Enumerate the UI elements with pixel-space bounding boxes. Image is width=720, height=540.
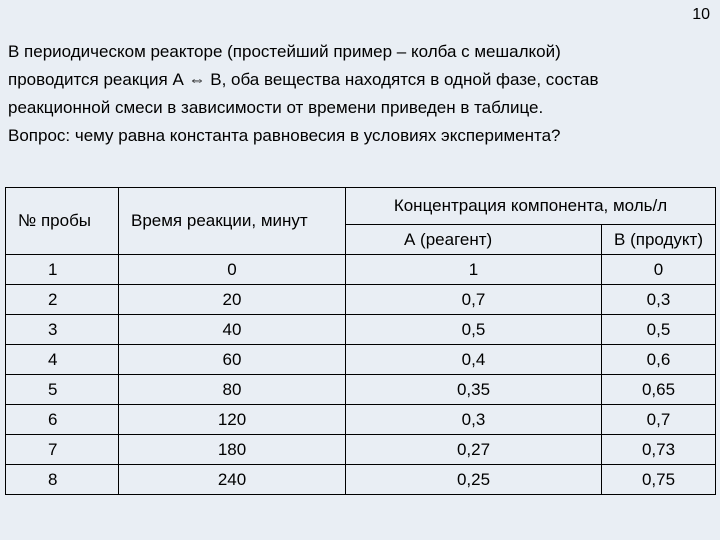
cell-sample-number: 6: [6, 405, 119, 435]
cell-sample-number: 1: [6, 255, 119, 285]
table-header: [6, 188, 716, 255]
page-number: 10: [692, 6, 710, 23]
cell-reaction-time: 60: [119, 345, 346, 375]
cell-concentration-a: 0,35: [346, 375, 602, 405]
cell-sample-number: 8: [6, 465, 119, 495]
cell-sample-number: 5: [6, 375, 119, 405]
cell-concentration-a: 0,27: [346, 435, 602, 465]
header-reaction-time: Время реакции, минут: [119, 188, 346, 255]
cell-concentration-b: 0,5: [602, 315, 716, 345]
table-row: [6, 285, 716, 315]
problem-text: [8, 38, 708, 150]
table-header-row: [6, 188, 716, 225]
cell-reaction-time: 180: [119, 435, 346, 465]
cell-reaction-time: 240: [119, 465, 346, 495]
table-row: [6, 375, 716, 405]
cell-reaction-time: 20: [119, 285, 346, 315]
cell-reaction-time: 0: [119, 255, 346, 285]
problem-text-line: В периодическом реакторе (простейший пример – колба с мешалкой): [8, 42, 561, 61]
table-row: [6, 255, 716, 285]
cell-concentration-b: 0,65: [602, 375, 716, 405]
table-body: [6, 255, 716, 495]
table-row: [6, 405, 716, 435]
problem-text-line: Вопрос: чему равна константа равновесия в условиях эксперимента?: [8, 126, 561, 145]
cell-sample-number: 7: [6, 435, 119, 465]
problem-text-line: реакционной смеси в зависимости от времени приведен в таблице.: [8, 98, 544, 117]
table-row: [6, 465, 716, 495]
problem-text-line: проводится реакция А ⇔ В, оба вещества находятся в одной фазе, состав: [8, 70, 599, 89]
cell-concentration-a: 0,4: [346, 345, 602, 375]
cell-concentration-b: 0: [602, 255, 716, 285]
header-sample-number: № пробы: [6, 188, 119, 255]
concentration-table: [5, 187, 716, 495]
cell-concentration-a: 0,3: [346, 405, 602, 435]
cell-sample-number: 3: [6, 315, 119, 345]
cell-concentration-a: 0,7: [346, 285, 602, 315]
header-component-b: В (продукт): [602, 225, 716, 255]
cell-concentration-a: 1: [346, 255, 602, 285]
header-component-a: А (реагент): [346, 225, 602, 255]
table-row: [6, 345, 716, 375]
cell-concentration-b: 0,6: [602, 345, 716, 375]
cell-concentration-b: 0,75: [602, 465, 716, 495]
cell-concentration-b: 0,3: [602, 285, 716, 315]
cell-reaction-time: 40: [119, 315, 346, 345]
cell-concentration-a: 0,5: [346, 315, 602, 345]
cell-sample-number: 2: [6, 285, 119, 315]
cell-reaction-time: 120: [119, 405, 346, 435]
header-concentration: Концентрация компонента, моль/л: [346, 188, 716, 225]
cell-concentration-b: 0,7: [602, 405, 716, 435]
table-row: [6, 435, 716, 465]
cell-concentration-a: 0,25: [346, 465, 602, 495]
cell-sample-number: 4: [6, 345, 119, 375]
cell-concentration-b: 0,73: [602, 435, 716, 465]
cell-reaction-time: 80: [119, 375, 346, 405]
table-row: [6, 315, 716, 345]
